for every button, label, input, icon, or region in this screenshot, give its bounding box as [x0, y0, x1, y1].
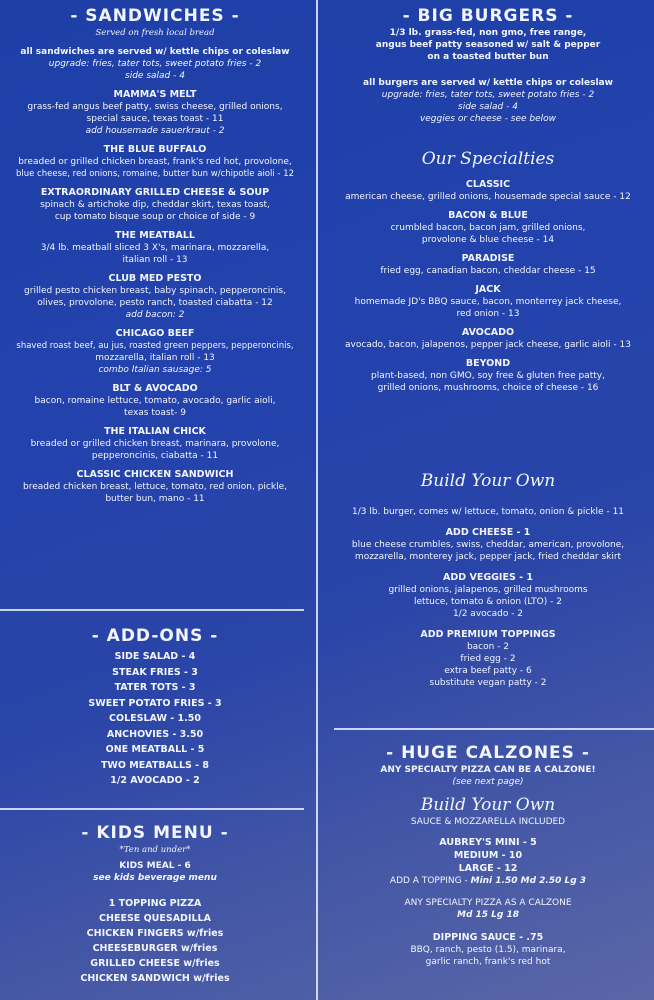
column-divider — [316, 0, 318, 1000]
calzone-specialty: ANY SPECIALTY PIZZA AS A CALZONE — [404, 898, 572, 908]
menu-item — [0, 88, 310, 137]
addons-title: - ADD-ONS - — [91, 626, 219, 646]
item-desc: american cheese, grilled onions, housemade special sauce - 12 — [345, 192, 631, 202]
item-desc: olives, provolone, pesto ranch, toasted ciabatta - 12 — [37, 298, 273, 308]
item-desc: bacon, romaine lettuce, tomato, avocado, garlic aioli, — [34, 396, 276, 406]
item-name: BEYOND — [465, 358, 511, 369]
build-title: Build Your Own — [420, 471, 556, 491]
specialties-title: Our Specialties — [421, 149, 555, 169]
burgers-desc: on a toasted butter bun — [427, 52, 549, 62]
item-desc: grilled pesto chicken breast, baby spinach, pepperoncinis, — [24, 286, 286, 296]
menu-item — [0, 468, 310, 505]
calzone-size: MEDIUM - 10 — [453, 850, 523, 861]
specialties-section — [322, 148, 654, 394]
burgers-desc: angus beef patty seasoned w/ salt & pepper — [375, 40, 601, 50]
kids-title: - KIDS MENU - — [81, 823, 229, 843]
menu-item — [0, 272, 310, 321]
item-name: EXTRAORDINARY GRILLED CHEESE & SOUP — [40, 187, 270, 198]
build-section — [322, 470, 654, 689]
menu-item — [0, 229, 310, 266]
item-desc: 1/2 avocado - 2 — [452, 609, 524, 619]
burgers-title: - BIG BURGERS - — [402, 6, 574, 26]
dipping-sauce: DIPPING SAUCE - .75 — [432, 932, 544, 943]
item-name: CLASSIC CHICKEN SANDWICH — [76, 469, 234, 480]
item-desc: italian roll - 13 — [122, 255, 188, 265]
kids-item: CHICKEN SANDWICH w/fries — [80, 973, 230, 984]
burgers-note: all burgers are served w/ kettle chips or coleslaw — [363, 78, 613, 88]
calzone-specialty-prices: Md 15 Lg 18 — [456, 910, 520, 920]
kids-item: CHEESEBURGER w/fries — [92, 943, 218, 954]
item-name: CLUB MED PESTO — [108, 273, 202, 284]
addon-item: ANCHOVIES - 3.50 — [106, 728, 204, 740]
item-desc: extra beef patty - 6 — [444, 666, 532, 676]
dipping-desc: BBQ, ranch, pesto (1.5), marinara, — [410, 945, 566, 955]
item-desc: special sauce, texas toast - 11 — [86, 114, 224, 124]
addon-item: TATER TOTS - 3 — [114, 682, 196, 693]
burgers-veggies: veggies or cheese - see below — [419, 114, 557, 124]
kids-item: GRILLED CHEESE w/fries — [90, 958, 220, 969]
addon-item: ONE MEATBALL - 5 — [105, 744, 205, 755]
kids-item: CHICKEN FINGERS w/fries — [86, 928, 224, 939]
item-name: ADD CHEESE - 1 — [445, 527, 531, 538]
item-desc: grass-fed angus beef patty, swiss cheese, grilled onions, — [27, 102, 283, 112]
item-desc: provolone & blue cheese - 14 — [421, 235, 555, 245]
item-name: MAMMA'S MELT — [113, 89, 197, 100]
item-desc: breaded or grilled chicken breast, marinara, provolone, — [30, 439, 280, 449]
item-desc: breaded or grilled chicken breast, frank's red hot, provolone, — [18, 157, 292, 167]
kids-meal: KIDS MEAL - 6 — [119, 861, 191, 871]
addon-item: SIDE SALAD - 4 — [114, 651, 196, 662]
addon-item: 1/2 AVOCADO - 2 — [110, 775, 200, 786]
item-name: JACK — [475, 284, 501, 295]
item-desc: plant-based, non GMO, soy free & gluten free patty, — [371, 371, 605, 381]
addons-section — [0, 625, 310, 789]
menu-item — [0, 425, 310, 462]
item-desc: substitute vegan patty - 2 — [429, 678, 547, 688]
item-desc: pepperoncinis, ciabatta - 11 — [91, 451, 219, 461]
item-desc: 3/4 lb. meatball sliced 3 X's, marinara, mozzarella, — [40, 243, 270, 253]
item-desc: lettuce, tomato & onion (LTO) - 2 — [414, 597, 562, 607]
item-desc: texas toast- 9 — [124, 408, 186, 418]
item-name: ADD VEGGIES - 1 — [443, 572, 533, 583]
item-extra: combo Italian sausage: 5 — [98, 365, 212, 375]
dipping-desc: garlic ranch, frank's red hot — [425, 957, 551, 967]
menu-item — [322, 283, 654, 320]
addon-item: COLESLAW - 1.50 — [109, 713, 201, 724]
addon-item: STEAK FRIES - 3 — [112, 666, 198, 678]
kids-beverage: see kids beverage menu — [93, 873, 217, 883]
calzone-topping-prices: Mini 1.50 Md 2.50 Lg 3 — [470, 876, 587, 886]
burgers-section — [322, 5, 654, 125]
menu-item — [0, 143, 310, 180]
calzone-size: LARGE - 12 — [458, 863, 518, 874]
item-desc: crumbled bacon, bacon jam, grilled onions, — [390, 223, 586, 233]
calzones-see: (see next page) — [452, 777, 524, 787]
item-name: CLASSIC — [465, 179, 511, 190]
item-desc: blue cheese, red onions, romaine, butter bun w/chipotle aioli - 12 — [15, 169, 295, 179]
item-desc: fried egg, canadian bacon, cheddar cheese - 15 — [380, 266, 596, 276]
burgers-side-salad: side salad - 4 — [458, 102, 518, 112]
item-name: BLT & AVOCADO — [112, 383, 198, 394]
menu-item — [322, 526, 654, 563]
calzones-section — [322, 742, 654, 968]
item-name: THE BLUE BUFFALO — [103, 144, 207, 155]
item-desc: bacon - 2 — [466, 642, 510, 652]
calzone-size: AUBREY'S MINI - 5 — [439, 837, 537, 848]
item-name: THE MEATBALL — [115, 230, 195, 241]
menu-item — [0, 327, 310, 376]
item-extra: add bacon: 2 — [125, 310, 185, 320]
sandwiches-side-salad: side salad - 4 — [125, 71, 185, 81]
sandwiches-title: - SANDWICHES - — [70, 6, 240, 26]
calzones-note: ANY SPECIALTY PIZZA CAN BE A CALZONE! — [380, 765, 596, 775]
item-name: CHICAGO BEEF — [115, 328, 195, 339]
item-desc: mozzarella, monterey jack, pepper jack, fried cheddar skirt — [354, 552, 622, 562]
build-base: 1/3 lb. burger, comes w/ lettuce, tomato, onion & pickle - 11 — [351, 507, 625, 517]
item-desc: grilled onions, mushrooms, choice of cheese - 16 — [377, 383, 599, 393]
menu-item — [322, 252, 654, 277]
menu-item — [0, 382, 310, 419]
item-desc: shaved roast beef, au jus, roasted green peppers, pepperoncinis, — [16, 341, 294, 351]
item-name: BACON & BLUE — [448, 210, 528, 221]
calzones-title: - HUGE CALZONES - — [386, 743, 590, 763]
item-extra: add housemade sauerkraut - 2 — [85, 126, 225, 136]
menu-item — [322, 326, 654, 351]
item-desc: breaded chicken breast, lettuce, tomato, red onion, pickle, — [22, 482, 287, 492]
menu-item — [322, 209, 654, 246]
section-divider-addons — [0, 609, 304, 611]
menu-item — [0, 186, 310, 223]
calzone-topping — [322, 875, 654, 887]
section-divider-kids — [0, 808, 304, 810]
menu-item — [322, 571, 654, 620]
sandwiches-section — [0, 5, 310, 505]
item-desc: butter bun, mano - 11 — [105, 494, 205, 504]
kids-item: 1 TOPPING PIZZA — [108, 898, 202, 909]
addon-item: TWO MEATBALLS - 8 — [100, 759, 210, 771]
menu-item — [322, 178, 654, 203]
item-desc: avocado, bacon, jalapenos, pepper jack cheese, garlic aioli - 13 — [345, 340, 631, 350]
burgers-desc: 1/3 lb. grass-fed, non gmo, free range, — [389, 28, 587, 38]
item-desc: spinach & artichoke dip, cheddar skirt, texas toast, — [40, 200, 270, 210]
item-desc: blue cheese crumbles, swiss, cheddar, american, provolone, — [351, 540, 625, 550]
item-desc: red onion - 13 — [456, 309, 520, 319]
calzones-build-title: Build Your Own — [420, 795, 556, 815]
item-desc: fried egg - 2 — [460, 654, 516, 664]
item-desc: grilled onions, jalapenos, grilled mushrooms — [388, 585, 588, 595]
item-name: AVOCADO — [461, 327, 515, 338]
sandwiches-subtitle: Served on fresh local bread — [95, 28, 215, 38]
section-divider-calzones — [334, 728, 654, 730]
sandwiches-note: all sandwiches are served w/ kettle chips or coleslaw — [20, 47, 290, 57]
kids-subtitle: *Ten and under* — [119, 845, 191, 855]
item-desc: homemade JD's BBQ sauce, bacon, monterrey jack cheese, — [354, 297, 622, 307]
calzones-included: SAUCE & MOZZARELLA INCLUDED — [410, 817, 566, 827]
sandwiches-upgrade: upgrade: fries, tater tots, sweet potato fries - 2 — [48, 59, 262, 69]
item-desc: mozzarella, italian roll - 13 — [95, 353, 215, 363]
kids-item: CHEESE QUESADILLA — [99, 913, 211, 924]
addon-item: SWEET POTATO FRIES - 3 — [88, 697, 222, 709]
item-name: PARADISE — [461, 253, 515, 264]
item-desc: cup tomato bisque soup or choice of side - 9 — [54, 212, 256, 222]
calzone-topping-label: ADD A TOPPING - — [389, 876, 468, 886]
item-name: ADD PREMIUM TOPPINGS — [420, 629, 556, 640]
burgers-upgrade: upgrade: fries, tater tots, sweet potato fries - 2 — [381, 90, 595, 100]
menu-item — [322, 357, 654, 394]
kids-section — [0, 822, 310, 986]
item-name: THE ITALIAN CHICK — [104, 426, 206, 437]
menu-item — [322, 628, 654, 689]
